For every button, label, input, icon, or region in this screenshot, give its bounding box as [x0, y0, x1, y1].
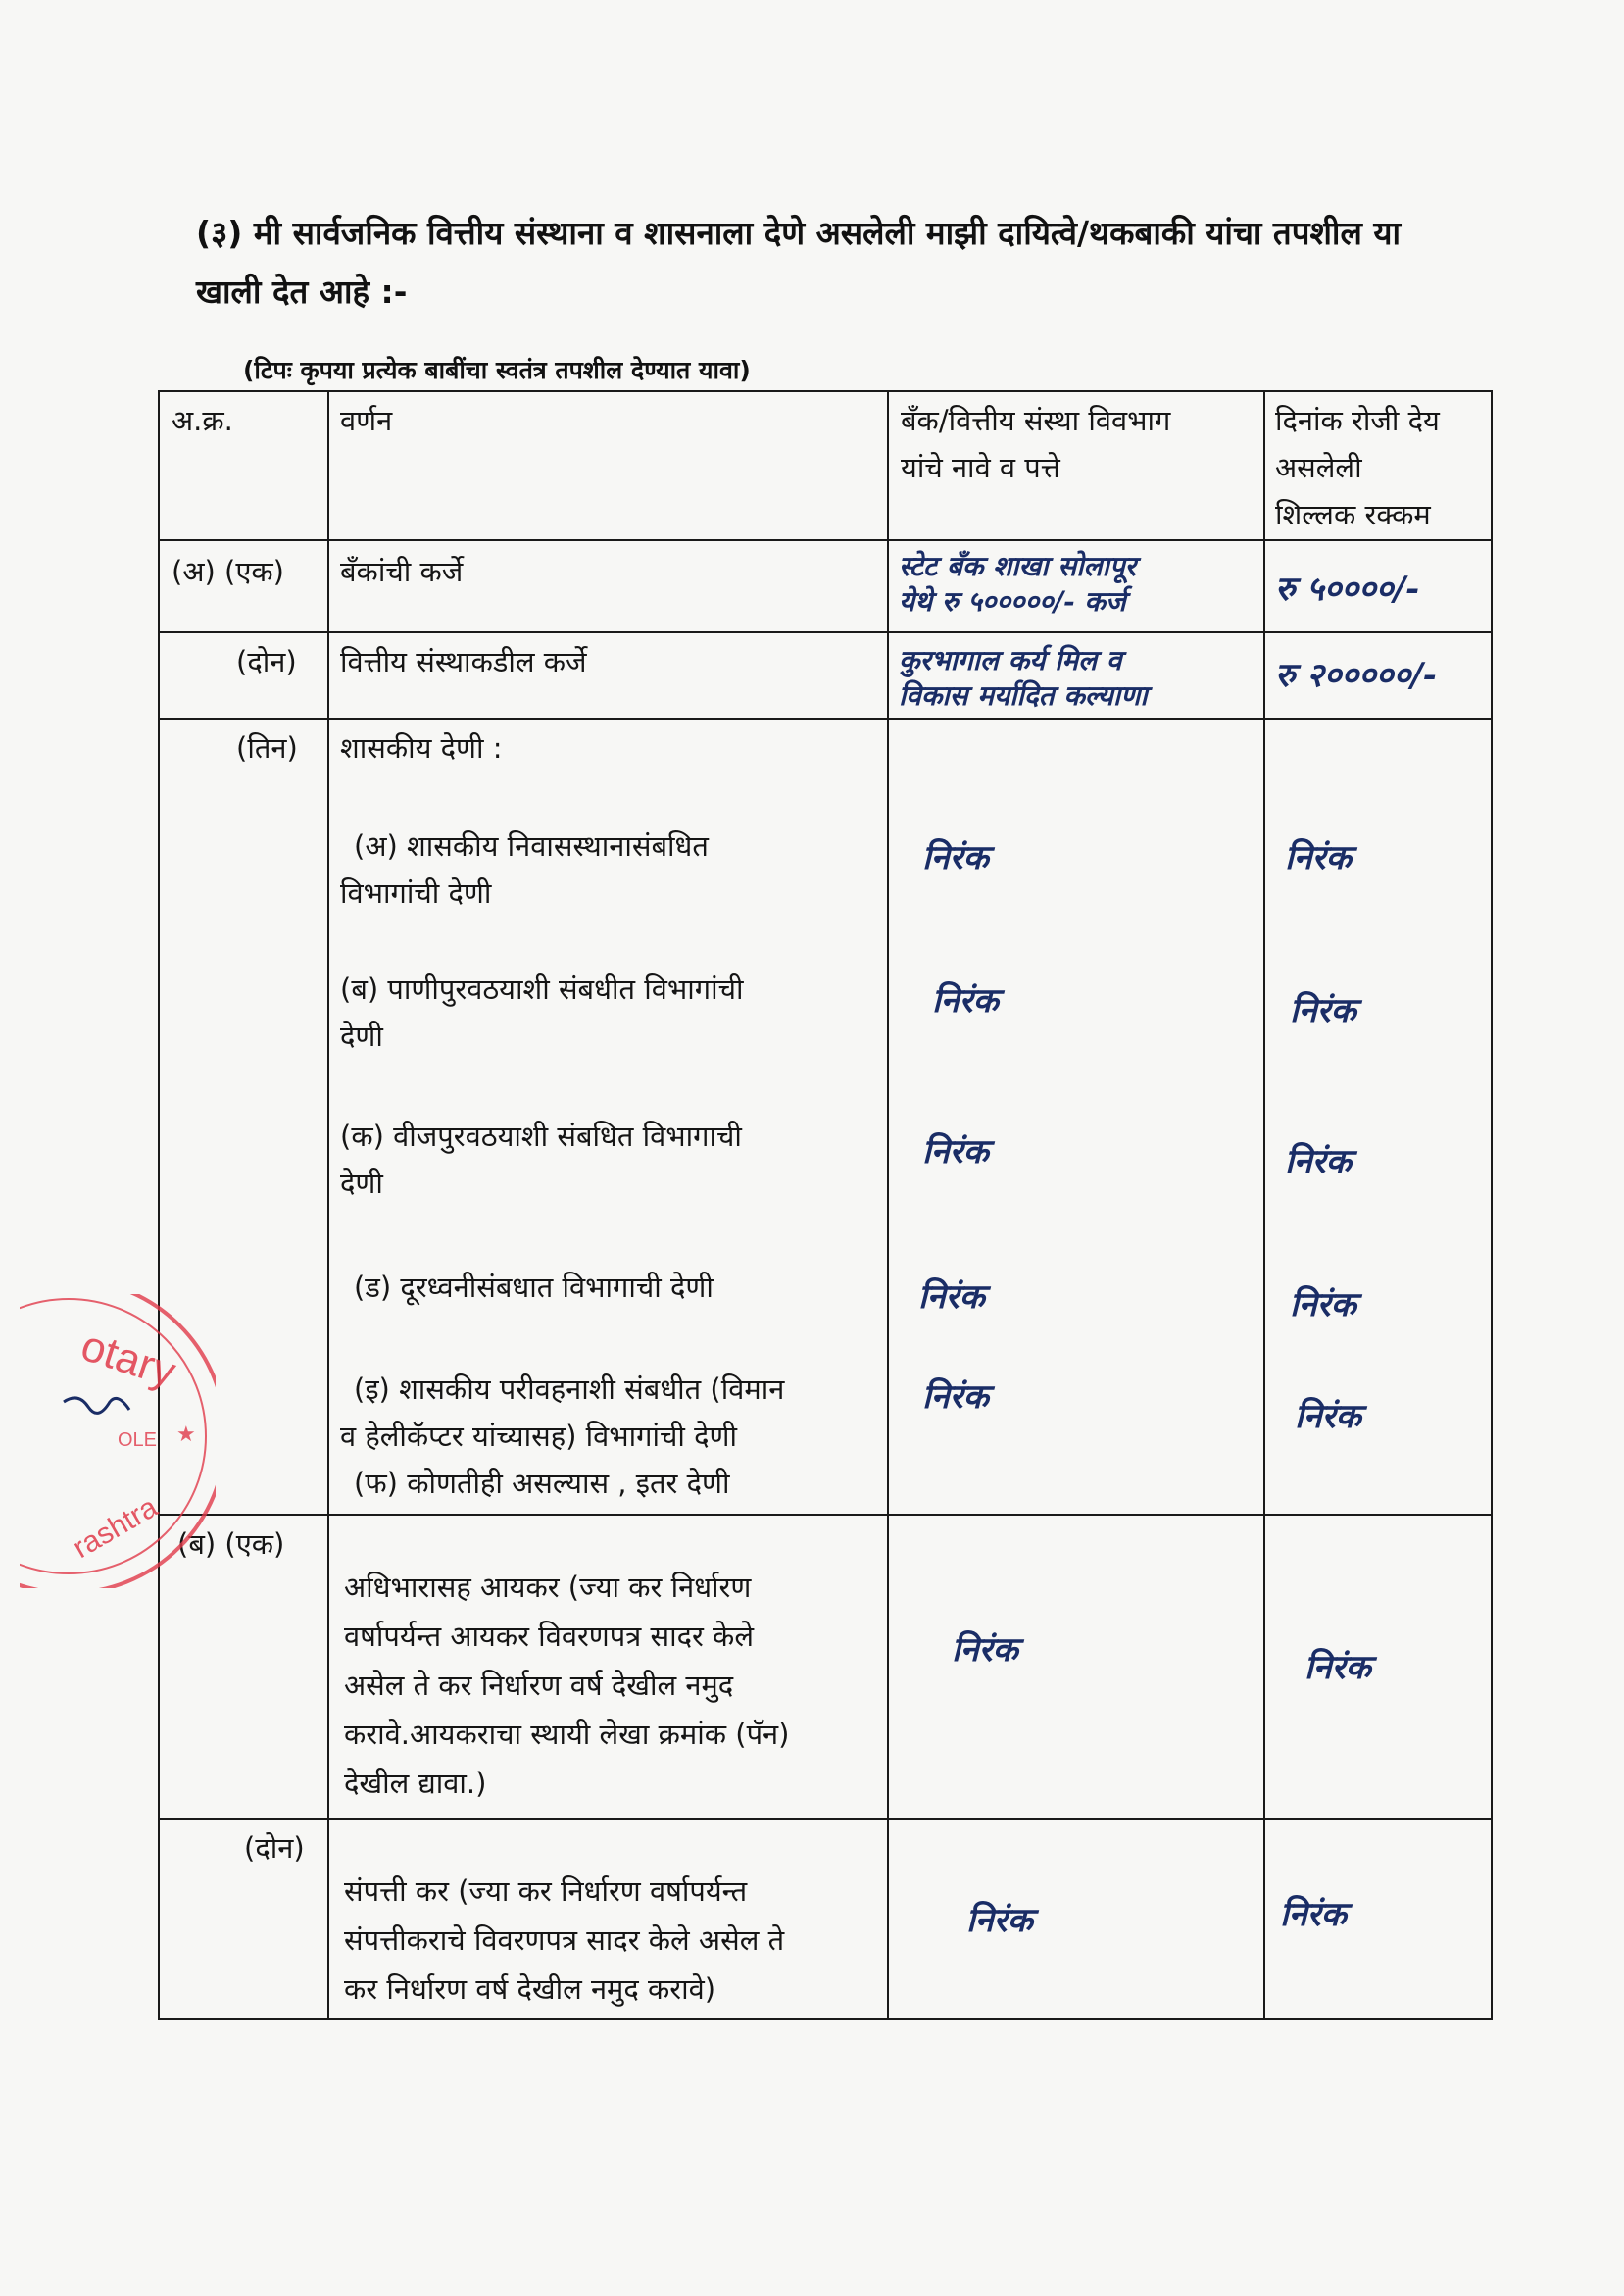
column-divider-3	[1263, 390, 1265, 2020]
nil-a3-b-bank: निरंक	[932, 981, 999, 1021]
column-divider-2	[887, 390, 889, 2020]
row-b2-desc-line-3: कर निर्धारण वर्ष देखील नमुद करावे)	[344, 1972, 716, 2006]
row-a3-sub-e-line-2: व हेलीकॅप्टर यांच्यासह) विभागांची देणी	[340, 1420, 738, 1453]
row-b1-desc-line-3: असेल ते कर निर्धारण वर्ष देखील नमुद	[344, 1669, 734, 1702]
nil-b2-amount: निरंक	[1280, 1895, 1347, 1934]
row-b2-desc-line-2: संपत्तीकराचे विवरणपत्र सादर केले असेल ते	[344, 1923, 785, 1957]
row-a2-amount: रु २०००००/-	[1275, 656, 1437, 695]
row-b1-desc-line-4: करावे.आयकराचा स्थायी लेखा क्रमांक (पॅन)	[344, 1718, 790, 1751]
nil-a3-e-bank: निरंक	[922, 1377, 989, 1417]
stamp-text-top: otary	[74, 1321, 182, 1397]
row-divider-a2	[158, 718, 1493, 720]
row-a2-bank-line-2: विकास मर्यादित कल्याणा	[899, 679, 1148, 712]
row-a3-sub-c-line-2: देणी	[340, 1167, 383, 1200]
stamp-signature	[64, 1398, 129, 1413]
row-a1-amount: रु ५००००/-	[1275, 570, 1420, 609]
liabilities-table	[158, 390, 1493, 2020]
row-divider-b1	[158, 1818, 1493, 1820]
row-a1-serial: (अ) (एक)	[172, 555, 284, 588]
nil-a3-e-amount: निरंक	[1295, 1397, 1361, 1436]
table-border-bottom	[158, 2018, 1493, 2020]
row-a2-description: वित्तीय संस्थाकडील कर्जे	[340, 645, 587, 678]
nil-a3-d-amount: निरंक	[1290, 1285, 1356, 1324]
notary-stamp-graphic	[20, 1294, 216, 1588]
nil-a3-a-bank: निरंक	[922, 838, 989, 877]
header-amount-line-3: शिल्लक रक्कम	[1275, 498, 1431, 531]
nil-a3-c-bank: निरंक	[922, 1132, 989, 1172]
row-a1-bank-line-1: स्टेट बँक शाखा सोलापूर	[899, 550, 1137, 582]
header-amount-line-2: असलेली	[1275, 451, 1362, 484]
row-divider-a1	[158, 631, 1493, 633]
header-serial: अ.क्र.	[172, 404, 233, 437]
header-bank-line-2: यांचे नावे व पत्ते	[901, 451, 1060, 484]
heading-line-1: (३) मी सार्वजनिक वित्तीय संस्थाना व शासनाला देणे असलेली माझी दायित्वे/थकबाकी यांचा तपशील या	[196, 214, 1402, 252]
row-a2-serial: (दोन)	[236, 645, 297, 678]
header-bank-line-1: बँक/वित्तीय संस्था विवभाग	[901, 404, 1171, 437]
notary-stamp	[20, 1294, 216, 1588]
row-b1-desc-line-2: वर्षापर्यन्त आयकर विवरणपत्र सादर केले	[344, 1620, 754, 1653]
row-a3-sub-f: (फ) कोणतीही असल्यास , इतर देणी	[354, 1467, 730, 1500]
nil-b1-amount: निरंक	[1304, 1648, 1371, 1687]
stamp-text-bottom: rashtra	[68, 1490, 164, 1566]
nil-a3-a-amount: निरंक	[1285, 838, 1352, 877]
row-a3-sub-e-line-1: (इ) शासकीय परीवहनाशी संबधीत (विमान	[354, 1373, 785, 1406]
row-a2-bank-line-1: कुरभागाल कर्य मिल व	[899, 644, 1122, 676]
section-heading	[196, 204, 1549, 322]
note-text: (टिपः कृपया प्रत्येक बाबींचा स्वतंत्र तपशील देण्यात यावा)	[243, 356, 751, 384]
row-a1-description: बँकांची कर्जे	[340, 555, 464, 588]
nil-b1-bank: निरंक	[952, 1630, 1018, 1670]
row-b1-desc-line-1: अधिभारासह आयकर (ज्या कर निर्धारण	[344, 1571, 752, 1604]
row-a3-sub-b-line-2: देणी	[340, 1020, 383, 1053]
row-b2-desc-line-1: संपत्ती कर (ज्या कर निर्धारण वर्षापर्यन्त	[344, 1874, 748, 1908]
row-a3-sub-a-line-1: (अ) शासकीय निवासस्थानासंबधित	[354, 829, 709, 863]
table-border-left	[158, 390, 160, 2020]
row-b1-desc-line-5: देखील द्यावा.)	[344, 1767, 487, 1800]
row-divider-header	[158, 539, 1493, 541]
row-a3-serial: (तिन)	[236, 731, 298, 765]
header-description: वर्णन	[340, 404, 393, 437]
row-a3-description: शासकीय देणी :	[340, 731, 503, 765]
row-b2-serial: (दोन)	[244, 1831, 305, 1865]
table-border-top	[158, 390, 1493, 392]
row-a1-bank-line-2: येथे रु ५०००००/- कर्ज	[899, 585, 1126, 618]
row-a3-sub-c-line-1: (क) वीजपुरवठयाशी संबधित विभागाची	[340, 1120, 742, 1153]
nil-a3-b-amount: निरंक	[1290, 991, 1356, 1030]
row-b1-serial: (ब) (एक)	[177, 1527, 285, 1561]
svg-text:★: ★	[176, 1423, 196, 1447]
table-border-right	[1491, 390, 1493, 2020]
heading-line-2: खाली देत आहे :-	[196, 273, 408, 311]
nil-a3-c-amount: निरंक	[1285, 1142, 1352, 1181]
column-divider-1	[327, 390, 329, 2020]
nil-b2-bank: निरंक	[966, 1901, 1033, 1940]
row-divider-a3	[158, 1514, 1493, 1516]
header-amount-line-1: दिनांक रोजी देय	[1275, 404, 1440, 437]
nil-a3-d-bank: निरंक	[918, 1277, 985, 1317]
stamp-text-mid: OLE	[118, 1429, 158, 1451]
row-a3-sub-d: (ड) दूरध्वनीसंबधात विभागाची देणी	[354, 1271, 714, 1304]
row-a3-sub-a-line-2: विभागांची देणी	[340, 876, 492, 910]
row-a3-sub-b-line-1: (ब) पाणीपुरवठयाशी संबधीत विभागांची	[340, 973, 744, 1006]
